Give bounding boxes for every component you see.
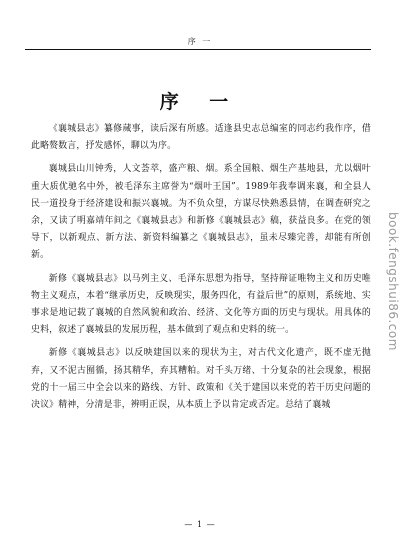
paragraph-3: 新修《襄城县志》以马列主义、毛泽东思想为指导，坚持辩证唯物主义和历史唯物主义观点，本着“继承历史，反映现实，服务四化，有益后世”的原则，系统地、实事求是地记载了襄城的自然风貌和政治、经济、文化等方面的历史与现状。用具体的史料，叙述了襄城县的发展历程，基本做到了观点和史料的统一。 (31, 273, 371, 336)
running-header: 序 一 (187, 37, 213, 46)
paragraph-4: 新修《襄城县志》以反映建国以来的现状为主，对古代文化遗产，既不虚无抛弃，又不泥古囿循，扬其精华，弃其糟粕。对千头万绪、十分复杂的社会现象，根据党的十一届三中全会以来的路线、方针、政策和《关于建国以来党的若干历史问题的决议》精神，分清是非，辨明正误，从本质上予以肯定或否定。总结了襄城 (31, 348, 371, 411)
paragraph-1: 《襄城县志》纂修蒇事，读后深有所感。适逢县史志总编室的同志约我作序，借此略赘数言，抒发感怀，聊以为序。 (31, 124, 371, 152)
paragraph-2: 襄城县山川钟秀，人文荟萃，盛产粮、烟。系全国粮、烟生产基地县，尤以烟叶重大质优驰名中外，被毛泽东主席誉为“烟叶王国”。1989年我奉调来襄，和全县人民一道投身于经济建设和振兴襄城。为不负众望，方谋尽快熟悉县情，在调查研究之余，又读了明嘉靖年间之《襄城县志》和新修《襄城县志》稿，获益良多。在党的领导下，以新观点、新方法、新资料编纂之《襄城县志》，虽未尽臻完善，却能有所创新。 (31, 164, 371, 261)
page-number: — 1 — (184, 520, 216, 529)
page-title: 序 一 (159, 90, 241, 113)
body-text (31, 121, 371, 420)
watermark: book.fengshui86.com (386, 212, 400, 351)
header-rule (25, 49, 371, 50)
